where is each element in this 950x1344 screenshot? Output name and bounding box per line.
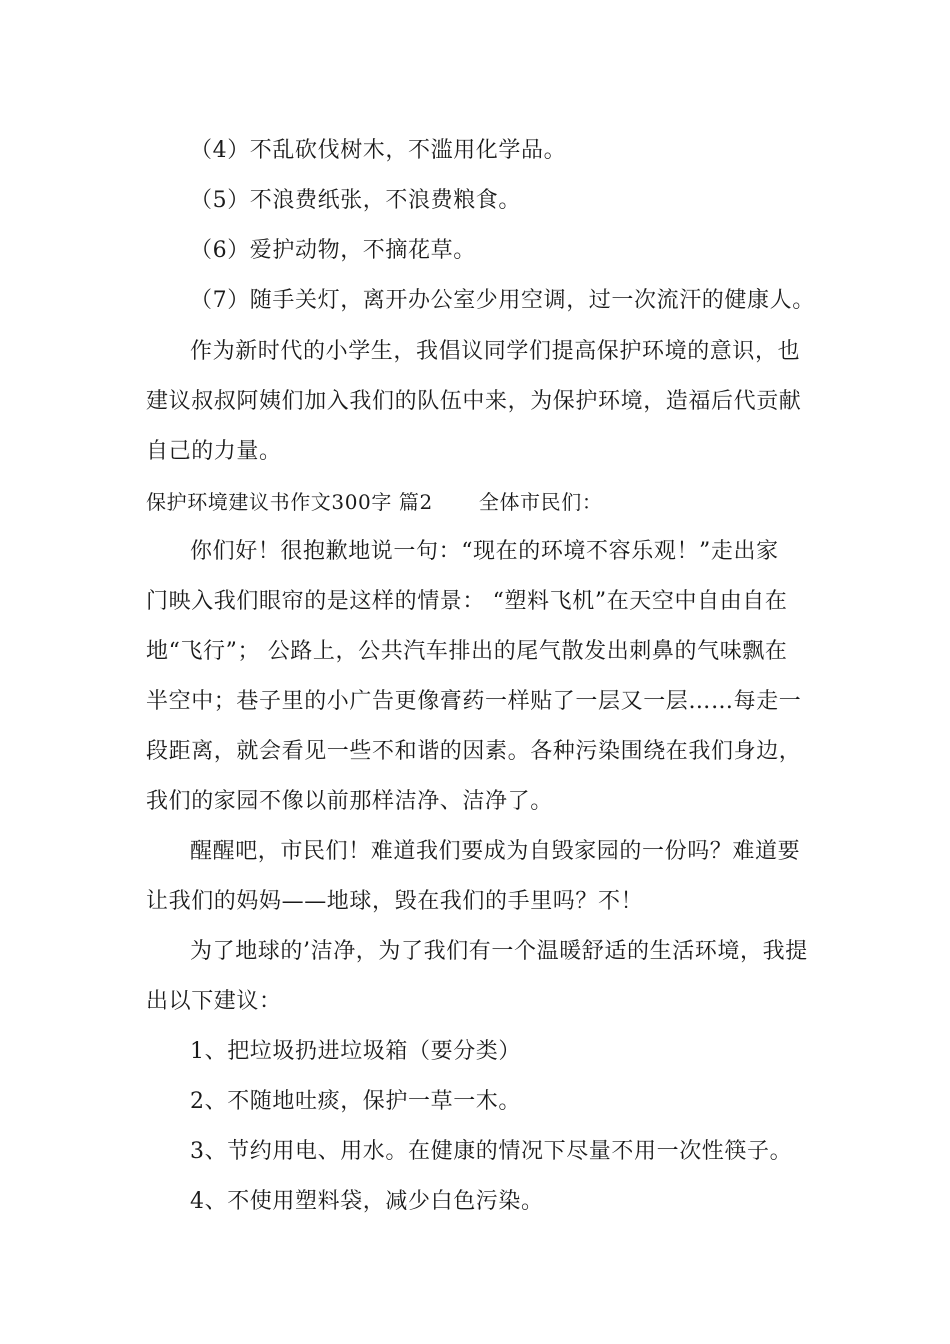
list-item: 3、节约用电、用水。在健康的情况下尽量不用一次性筷子。 [190, 1139, 793, 1164]
paragraph-line: 半空中；巷子里的小广告更像膏药一样贴了一层又一层……每走一 [146, 689, 802, 714]
paragraph-line: 门映入我们眼帘的是这样的情景： “塑料飞机”在天空中自由自在 [146, 589, 788, 614]
list-item: （5）不浪费纸张，不浪费粮食。 [190, 188, 521, 213]
paragraph-line: 建议叔叔阿姨们加入我们的队伍中来，为保护环境，造福后代贡献 [146, 389, 802, 414]
paragraph-line: 自己的力量。 [146, 439, 282, 464]
heading-greeting: 全体市民们： [478, 490, 603, 514]
section-heading [146, 487, 602, 517]
list-item: （7）随手关灯，离开办公室少用空调，过一次流汗的健康人。 [190, 288, 815, 313]
list-item: 4、不使用塑料袋，减少白色污染。 [190, 1189, 544, 1214]
heading-title: 保护环境建议书作文300字 篇2 [146, 490, 433, 514]
paragraph-line: 为了地球的’洁净，为了我们有一个温暖舒适的生活环境，我提 [190, 939, 808, 964]
list-item: （6）爱护动物，不摘花草。 [190, 238, 476, 263]
paragraph-line: 我们的家园不像以前那样洁净、洁净了。 [146, 789, 553, 814]
paragraph-line: 让我们的妈妈——地球，毁在我们的手里吗？不！ [146, 889, 644, 914]
paragraph-line: 地“飞行”； 公路上，公共汽车排出的尾气散发出刺鼻的气味飘在 [146, 639, 788, 664]
paragraph-line: 作为新时代的小学生，我倡议同学们提高保护环境的意识，也 [190, 339, 801, 364]
list-item: 2、不随地吐痰，保护一草一木。 [190, 1089, 521, 1114]
list-item: （4）不乱砍伐树木，不滥用化学品。 [190, 138, 567, 163]
paragraph-line: 出以下建议： [146, 989, 282, 1014]
paragraph-line: 醒醒吧，市民们！难道我们要成为自毁家园的一份吗？难道要 [190, 839, 801, 864]
paragraph-line: 段距离，就会看见一些不和谐的因素。各种污染围绕在我们身边， [146, 739, 802, 764]
list-item: 1、把垃圾扔进垃圾箱（要分类） [190, 1039, 521, 1064]
paragraph-line: 你们好！很抱歉地说一句：“现在的环境不容乐观！”走出家 [190, 539, 779, 564]
